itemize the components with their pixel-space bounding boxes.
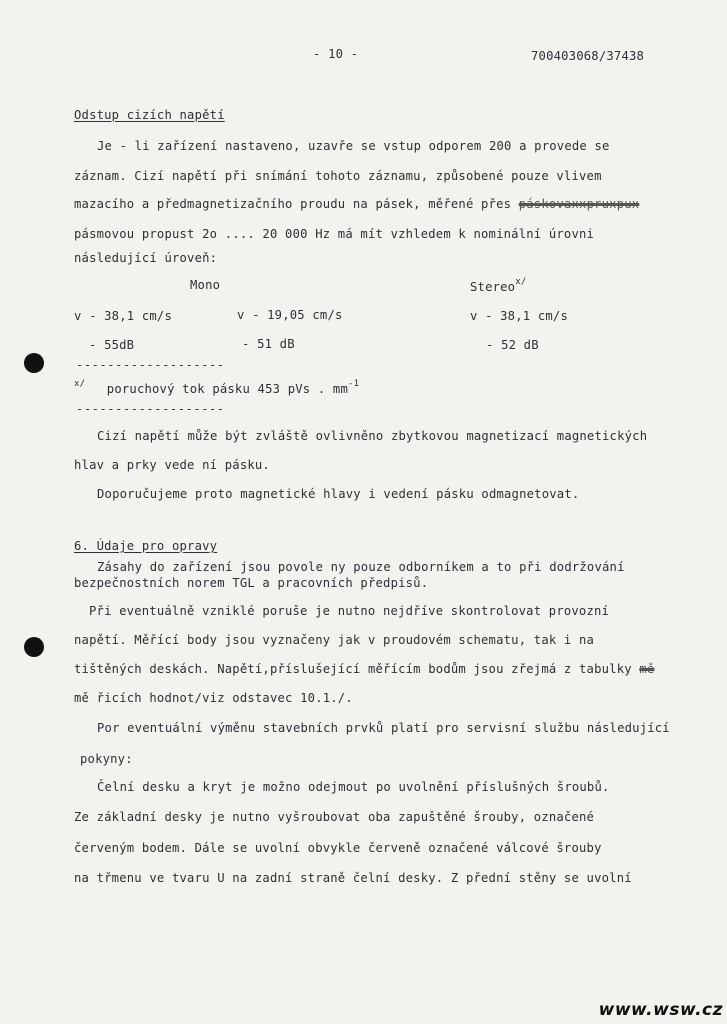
body-line: následující úroveň:: [74, 251, 218, 265]
punch-hole-top: [24, 353, 44, 373]
separator-rule: -------------------: [76, 402, 225, 416]
mono-label: Mono: [190, 278, 221, 292]
body-line: [74, 661, 654, 677]
separator-rule: -------------------: [76, 358, 225, 372]
body-line: mě řicích hodnot/viz odstavec 10.1./.: [74, 691, 353, 705]
body-line: pásmovou propust 2o .... 20 000 Hz má mít vzhledem k nominální úrovni: [74, 227, 595, 241]
body-line: Por eventuální výměnu stavebních prvků platí pro servisní službu následující: [97, 721, 670, 735]
body-line-text: mazacího a předmagnetizačního proudu na pásek, měřené přes: [74, 197, 512, 211]
footnote: [74, 381, 359, 399]
struck-text: páskovaxxpruxpux: [518, 197, 640, 211]
body-line: pokyny:: [80, 752, 133, 766]
body-line: na třmenu ve tvaru U na zadní straně čelní desky. Z přední stěny se uvolní: [74, 871, 632, 885]
section-heading: Odstup cizích napětí: [74, 108, 225, 122]
body-line: Cizí napětí může být zvláště ovlivněno zbytkovou magnetizací magnetických: [97, 429, 648, 443]
speed-mono-2: v - 19,05 cm/s: [237, 308, 343, 322]
stereo-footnote-mark: x/: [515, 277, 527, 287]
document-id: 700403068/37438: [531, 49, 645, 63]
body-line-text: tištěných deskách. Napětí,příslušející měřícím bodům jsou zřejmá z tabulky: [74, 662, 632, 676]
speed-stereo: v - 38,1 cm/s: [470, 309, 568, 323]
body-line: záznam. Cizí napětí při snímání tohoto záznamu, způsobené pouze vlivem: [74, 169, 602, 183]
footnote-superscript: -1: [348, 379, 360, 389]
body-line: bezpečnostních norem TGL a pracovních předpisů.: [74, 576, 429, 590]
punch-hole-bottom: [24, 637, 44, 657]
struck-text: mě: [639, 662, 655, 676]
body-line: Čelní desku a kryt je možno odejmout po uvolnění příslušných šroubů.: [97, 780, 610, 794]
body-line: hlav a prky vede ní pásku.: [74, 458, 270, 472]
value-mono-2: - 51 dB: [242, 337, 295, 351]
stereo-label-text: Stereo: [470, 280, 516, 294]
section-heading: 6. Údaje pro opravy: [74, 539, 218, 553]
body-line: Při eventuálně vzniklé poruše je nutno nejdříve skontrolovat provozní: [89, 604, 610, 618]
body-line: červeným bodem. Dále se uvolní obvykle červeně označené válcové šrouby: [74, 841, 602, 855]
body-line: Je - li zařízení nastaveno, uzavře se vstup odporem 200 a provede se: [97, 139, 610, 153]
body-line: [74, 196, 639, 212]
footnote-text: poruchový tok pásku 453 pVs . mm: [106, 382, 348, 396]
speed-mono-1: v - 38,1 cm/s: [74, 309, 172, 323]
value-stereo: - 52 dB: [486, 338, 539, 352]
website-watermark: www.wsw.cz: [598, 1000, 723, 1020]
page-number: - 10 -: [313, 47, 359, 61]
body-line: Ze základní desky je nutno vyšroubovat oba zapuštěné šrouby, označené: [74, 810, 595, 824]
stereo-label: [470, 279, 526, 297]
body-line: napětí. Měřící body jsou vyznačeny jak v proudovém schematu, tak i na: [74, 633, 595, 647]
footnote-mark: x/: [74, 379, 86, 389]
body-line: Doporučujeme proto magnetické hlavy i vedení pásku odmagnetovat.: [97, 487, 580, 501]
value-mono-1: - 55dB: [89, 338, 135, 352]
body-line: Zásahy do zařízení jsou povole ny pouze odborníkem a to při dodržování: [97, 560, 625, 574]
